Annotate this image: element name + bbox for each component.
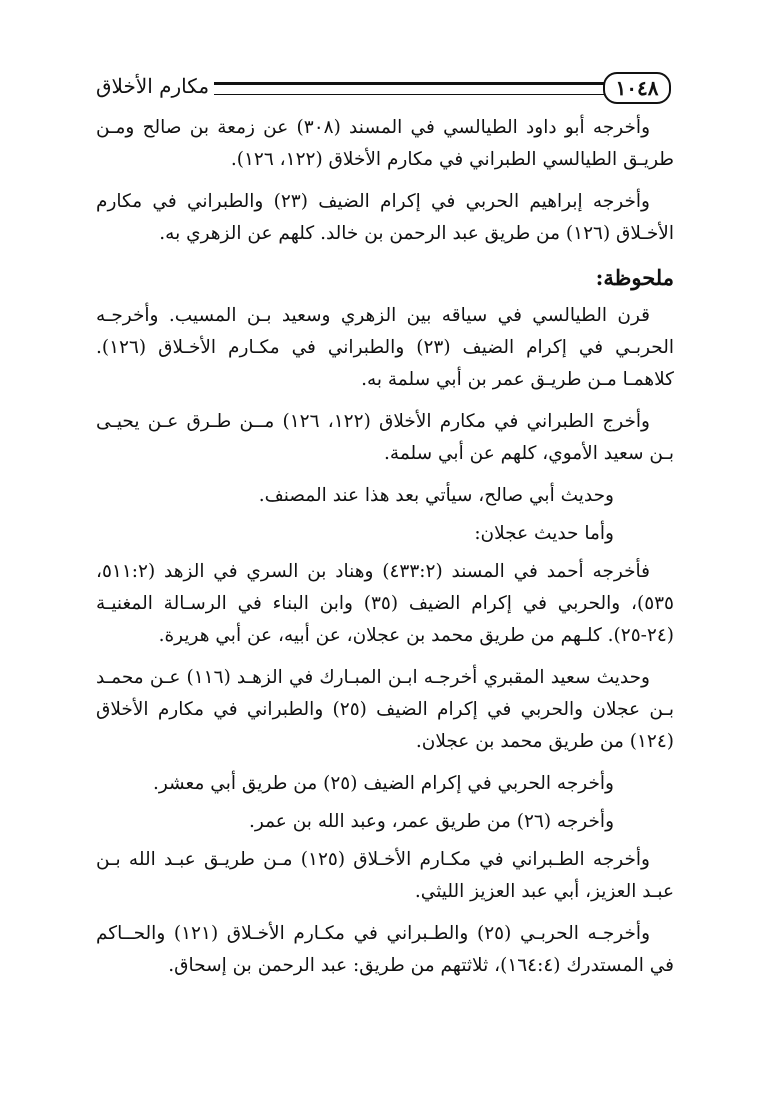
- paragraph: وأخرجه الحربي في إكرام الضيف (٢٥) من طريق أبي معشر.: [152, 773, 614, 794]
- page-number: ١٠٤٨: [603, 72, 671, 104]
- paragraph: قرن الطيالسي في سياقه بين الزهري وسعيد بـن المسيب. وأخرجـه الحربـي في إكرام الضيف (٢٣) والطبراني في مكـارم الأخـلاق (١٢٦). كلاهمـا مـن طريـق عمر بن أبي سلمة به.: [96, 305, 674, 390]
- paragraph: وأخرج الطبراني في مكارم الأخلاق (١٢٢، ١٢٦) مــن طـرق عـن يحيـى بـن سعيد الأموي، كلهم عن أبي سلمة.: [96, 411, 674, 464]
- paragraph: وحديث سعيد المقبري أخرجـه ابـن المبـارك في الزهـد (١١٦) عـن محمـد بـن عجلان والحربي في إكرام الضيف (٢٥) والطبراني في مكارم الأخلاق (١٢٤) من طريق محمد بن عجلان.: [96, 667, 674, 752]
- paragraph: فأخرجه أحمد في المسند (٤٣٣:٢) وهناد بن السري في الزهد (٥١١:٢، ٥٣٥)، والحربي في إكرام الضيف (٣٥) وابن البناء في الرسـالة المغنيـة (٢٤-٢٥). كلـهم من طريق محمد بن عجلان، عن أبيه، عن أبي هريرة.: [96, 561, 674, 646]
- paragraph: وحديث أبي صالح، سيأتي بعد هذا عند المصنف.: [258, 485, 614, 506]
- running-title: مكارم الأخلاق: [96, 74, 210, 98]
- paragraph: وأخرجـه الحربـي (٢٥) والطـبراني في مكـارم الأخـلاق (١٢١) والحــاكم في المستدرك (١٦٤:٤)، ثلاثتهم من طريق: عبد الرحمن بن إسحاق.: [96, 923, 674, 976]
- note-heading: ملحوظة:: [595, 265, 674, 290]
- paragraph: وأخرجه أبو داود الطيالسي في المسند (٣٠٨) عن زمعة بن صالح ومـن طريـق الطيالسي الطبراني في مكارم الأخلاق (١٢٢، ١٢٦).: [96, 117, 674, 170]
- page-body: [96, 112, 674, 992]
- paragraph: وأخرجه (٢٦) من طريق عمر، وعبد الله بن عمر.: [249, 811, 614, 832]
- page-header: [96, 72, 759, 106]
- header-rule: [214, 82, 611, 95]
- paragraph: وأما حديث عجلان:: [474, 523, 614, 544]
- paragraph: وأخرجه إبراهيم الحربي في إكرام الضيف (٢٣) والطبراني في مكارم الأخـلاق (١٢٦) من طريق عبد الرحمن بن خالد. كلهم عن الزهري به.: [96, 191, 674, 244]
- paragraph: وأخرجه الطـبراني في مكـارم الأخـلاق (١٢٥) مـن طريـق عبـد الله بـن عبـد العزيز، أبي عبد العزيز الليثي.: [96, 849, 674, 902]
